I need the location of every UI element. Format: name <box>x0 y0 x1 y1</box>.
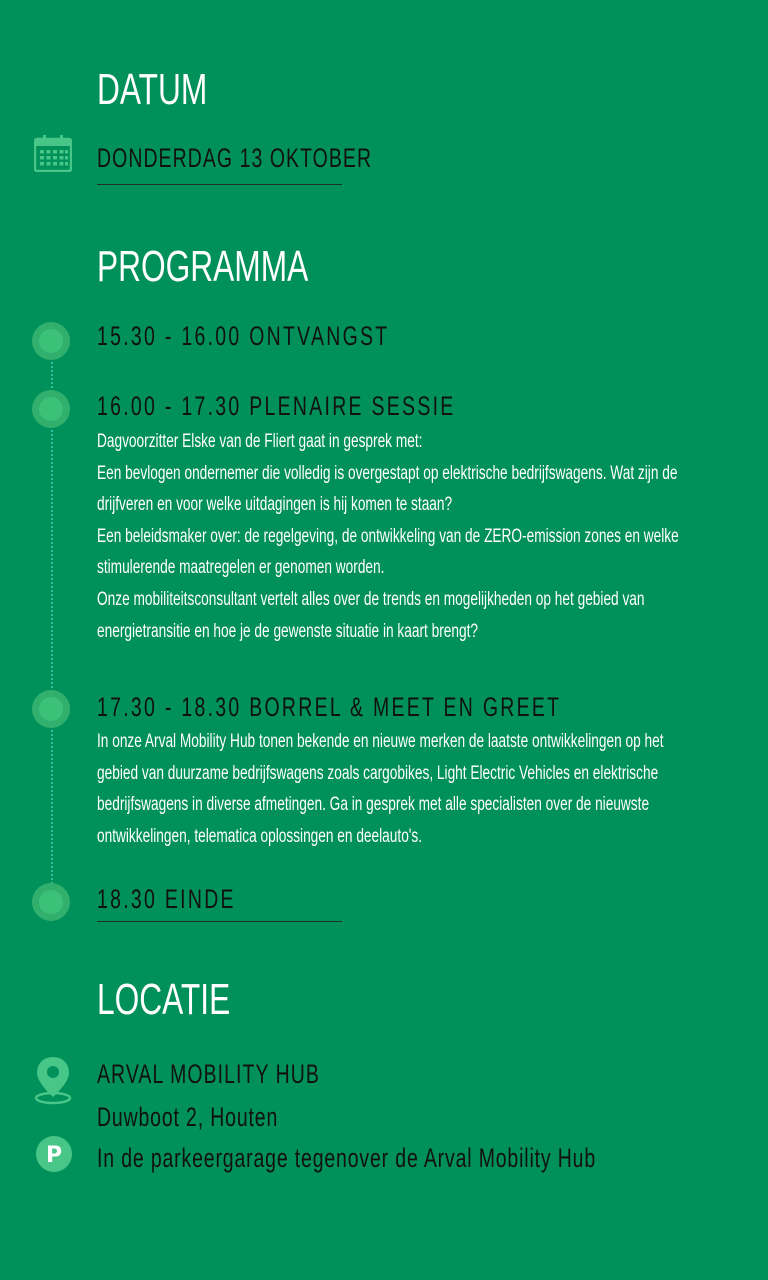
timeline-dot <box>32 390 70 428</box>
description-line: energietransitie en hoe je de gewenste situatie in kaart brengt? <box>97 620 479 642</box>
timeline-dot <box>32 690 70 728</box>
timeline-dot <box>32 883 70 921</box>
program-item-heading: 17.30 - 18.30 BORREL & MEET EN GREET <box>97 692 562 722</box>
event-date: DONDERDAG 13 OKTOBER <box>97 143 373 173</box>
locatie-title: LOCATIE <box>97 975 231 1024</box>
program-item-description <box>97 726 664 852</box>
program-divider <box>97 921 342 922</box>
location-pin-icon <box>33 1055 73 1105</box>
parking-info: In de parkeergarage tegenover de Arval Mobility Hub <box>97 1143 597 1173</box>
programma-title: PROGRAMMA <box>97 242 309 291</box>
description-line: Onze mobiliteitsconsultant vertelt alles over de trends en mogelijkheden op het gebied van <box>97 588 645 610</box>
description-line: gebied van duurzame bedrijfswagens zoals cargobikes, Light Electric Vehicles en elektrische <box>97 762 659 784</box>
location-name: ARVAL MOBILITY HUB <box>97 1059 320 1089</box>
parking-icon <box>36 1136 72 1172</box>
calendar-icon <box>34 134 72 172</box>
timeline-dot <box>32 322 70 360</box>
description-line: drijfveren en voor welke uitdagingen is hij komen te staan? <box>97 494 453 516</box>
program-item-heading: 16.00 - 17.30 PLENAIRE SESSIE <box>97 391 456 421</box>
program-item-description <box>97 426 679 647</box>
description-line: stimulerende maatregelen er genomen worden. <box>97 557 385 579</box>
description-line: In onze Arval Mobility Hub tonen bekende en nieuwe merken de laatste ontwikkelingen op het <box>97 731 664 752</box>
description-line: ontwikkelingen, telematica oplossingen en deelauto's. <box>97 825 423 847</box>
datum-title: DATUM <box>97 65 208 114</box>
date-divider <box>97 184 342 185</box>
description-line: Een beleidsmaker over: de regelgeving, de ontwikkeling van de ZERO-emission zones en welke <box>97 525 679 547</box>
program-item-heading: 15.30 - 16.00 ONTVANGST <box>97 321 390 351</box>
program-item-heading: 18.30 EINDE <box>97 884 236 914</box>
location-address: Duwboot 2, Houten <box>97 1102 279 1132</box>
description-line: Dagvoorzitter Elske van de Fliert gaat in gesprek met: <box>97 431 423 452</box>
timeline-line <box>51 362 53 884</box>
description-line: Een bevlogen ondernemer die volledig is overgestapt op elektrische bedrijfswagens. Wat zijn de <box>97 462 678 484</box>
description-line: bedrijfswagens in diverse afmetingen. Ga in gesprek met alle specialisten over de nieuwste <box>97 794 650 816</box>
parking-icon-letter: P <box>45 1143 63 1168</box>
